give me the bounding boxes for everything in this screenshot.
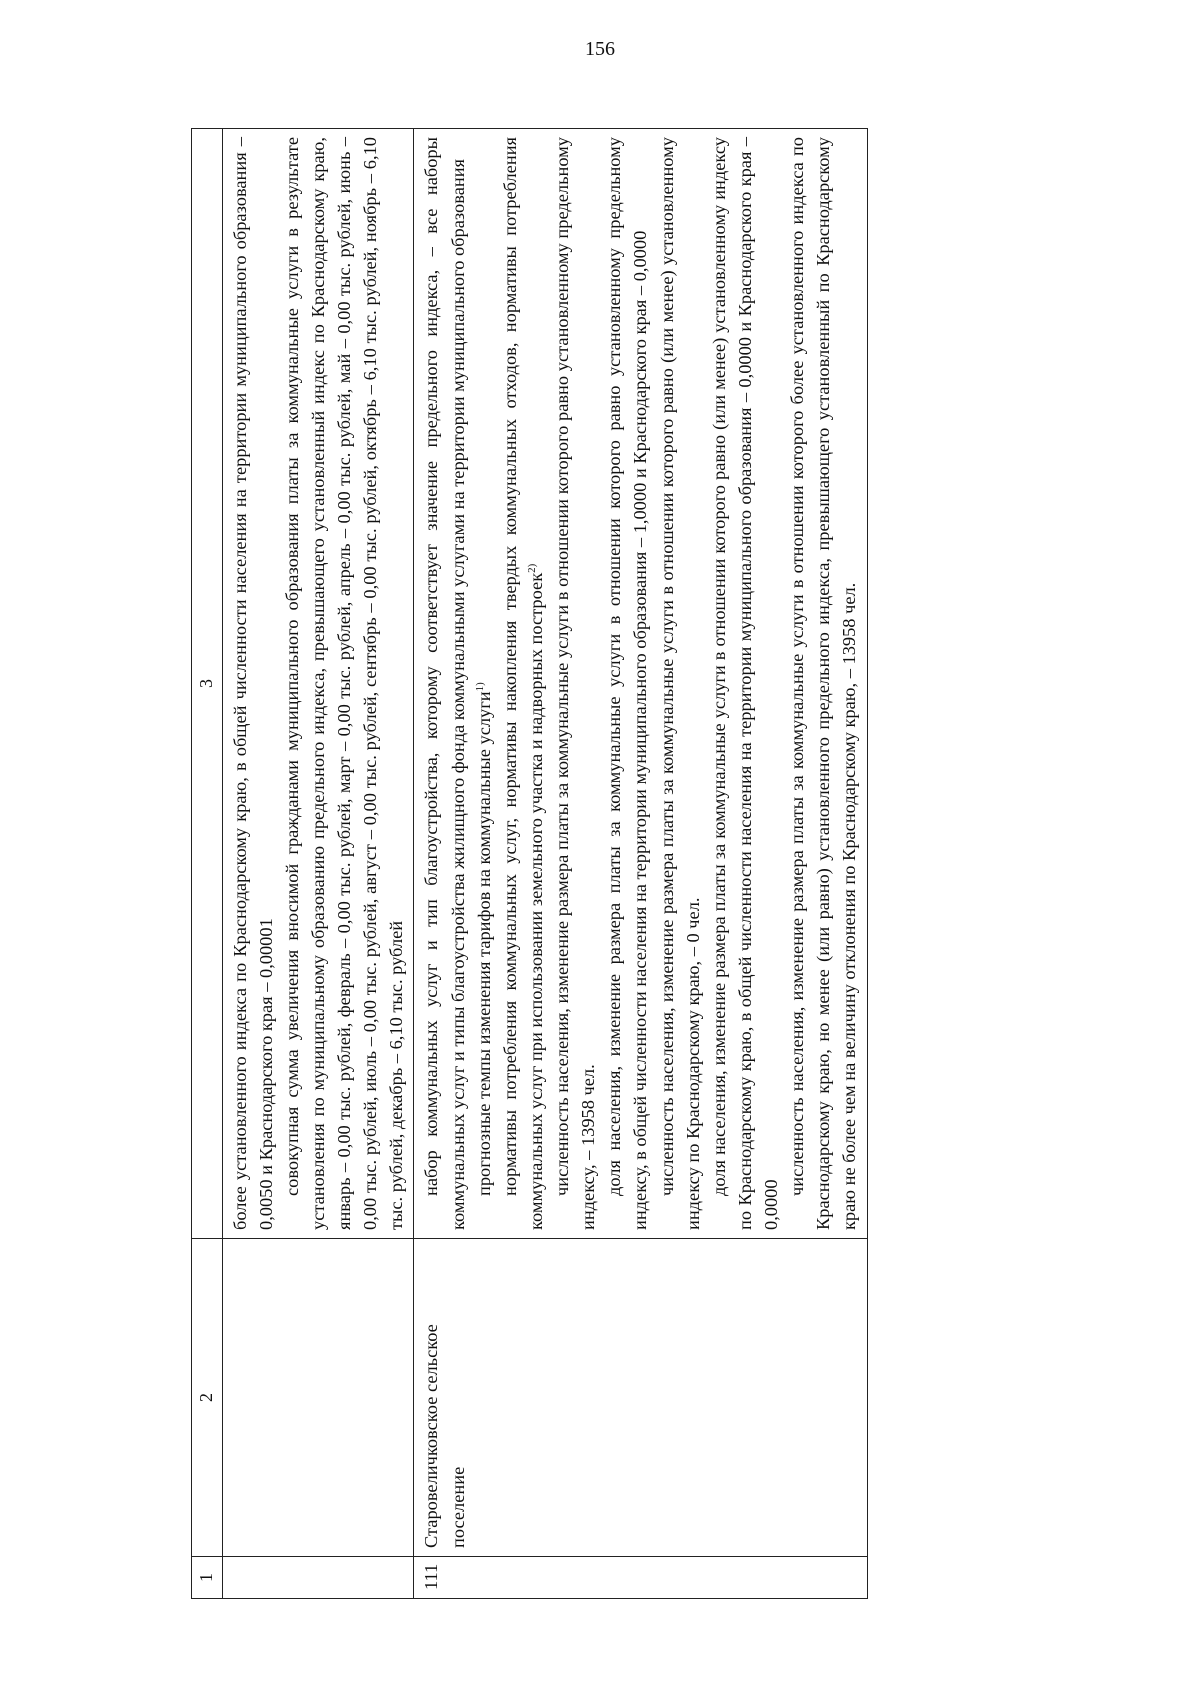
rotated-table-container — [191, 129, 1071, 1599]
indices-table — [191, 128, 868, 1599]
table-body — [222, 129, 867, 1599]
header-col-2: 2 — [192, 1239, 223, 1557]
paragraph-text: доля населения, изменение размера платы за коммунальные услуги в отношении которого равно установленному предельному индексу, в общей численности населения на территории муниципального образования – 1,0000 и Краснодарского края – 0,0000 — [604, 137, 651, 1230]
row-number-cell: 111 — [414, 1557, 867, 1599]
description-paragraph — [549, 137, 601, 1230]
paragraph-text: совокупная сумма увеличения вносимой гражданами муниципального образования платы за коммунальные услуги в результате установления по муниципальному образованию предельного индекса, превышающего установленный индекс по Краснодарскому краю, январь – 0,00 тыс. рублей, февраль – 0,00 тыс. рублей, март – 0,00 тыс. рублей, апрель – 0,00 тыс. рублей, май – 0,00 тыс. рублей, июнь – 0,00 тыс. рублей, июль – 0,00 тыс. рублей, август – 0,00 тыс. рублей, сентябрь – 0,00 тыс. рублей, октябрь – 6,10 тыс. рублей, ноябрь – 6,10 тыс. рублей, декабрь – 6,10 тыс. рублей — [281, 137, 407, 1230]
landscape-layer — [191, 129, 1071, 1599]
description-cell — [414, 129, 867, 1239]
description-paragraph — [654, 137, 706, 1230]
paragraph-text: нормативы потребления коммунальных услуг, нормативы накопления твердых коммунальных отходов, нормативы потребления коммунальных услуг при использовании земельного участка и надворных построек — [499, 137, 546, 1230]
paragraph-text: численность населения, изменение размера платы за коммунальные услуги в отношении которого равно (или менее) установленному индексу по Краснодарскому краю, – 0 чел. — [656, 137, 703, 1230]
description-cell — [222, 129, 414, 1239]
paragraph-text: прогнозные темпы изменения тарифов на коммунальные услуги — [473, 691, 494, 1196]
description-paragraph — [706, 137, 784, 1230]
description-paragraph — [497, 137, 549, 1230]
paragraph-text: набор коммунальных услуг и тип благоустройства, которому соответствует значение предельного индекса, – все наборы коммунальных услуг и типы благоустройства жилищного фонда коммунальными услугами на территории муниципального образования — [421, 137, 468, 1230]
footnote-marker: 2) — [525, 563, 538, 573]
description-paragraph — [418, 137, 470, 1230]
header-col-3: 3 — [192, 129, 223, 1239]
description-paragraph — [279, 137, 410, 1230]
row-number-cell — [222, 1557, 414, 1599]
header-row — [192, 129, 223, 1599]
table-row — [222, 129, 414, 1599]
header-col-1: 1 — [192, 1557, 223, 1599]
paragraph-text: численность населения, изменение размера платы за коммунальные услуги в отношении которого равно установленному предельному индексу, – 13958 чел. — [552, 137, 599, 1230]
description-paragraph — [784, 137, 862, 1230]
paragraph-text: более установленного индекса по Краснодарскому краю, в общей численности населения на территории муниципального образования – 0,0050 и Краснодарского края – 0,00001 — [229, 137, 276, 1230]
description-paragraph — [601, 137, 653, 1230]
paragraph-text: численность населения, изменение размера платы за коммунальные услуги в отношении которого более установленного индекса по Краснодарскому краю, но менее (или равно) установленного предельного индекса, превышающего установленный по Краснодарскому краю не более чем на величину отклонения по Краснодарскому краю, – 13958 чел. — [787, 137, 860, 1230]
table-row — [414, 129, 867, 1599]
municipality-name-cell: Старовеличковское сельское поселение — [414, 1239, 867, 1557]
description-paragraph — [471, 137, 497, 1230]
footnote-marker: 1) — [473, 682, 486, 692]
paragraph-text: доля населения, изменение размера платы за коммунальные услуги в отношении которого равно (или менее) установленному индексу по Краснодарскому краю, в общей численности населения на территории муниципального образования – 0,0000 и Краснодарского края – 0,0000 — [708, 137, 782, 1230]
description-paragraph — [227, 137, 279, 1230]
page-number: 156 — [585, 38, 615, 60]
municipality-name-cell — [222, 1239, 414, 1557]
